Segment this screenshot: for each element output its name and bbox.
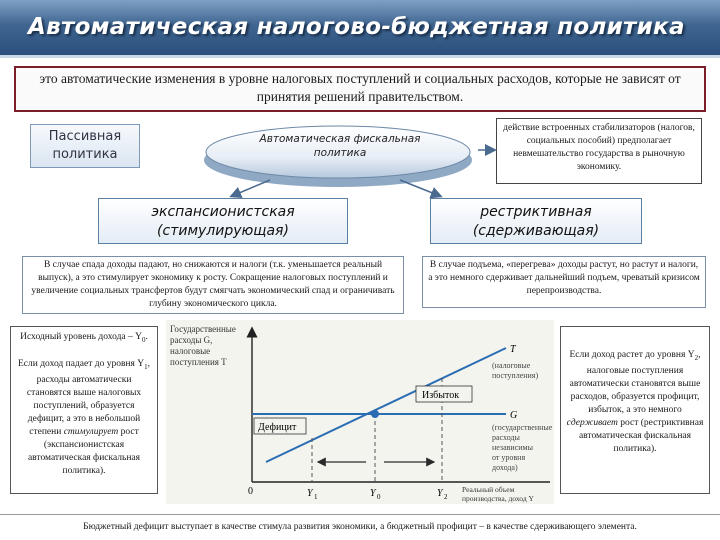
g-legend-5: дохода) [492,463,518,472]
footer-note: Бюджетный дефицит выступает в качестве стимула развития экономики, а бюджетный профицит – в качестве сдерживающего элемента. [0,514,720,540]
y0-sub: 0 [142,335,146,344]
slide-title: Автоматическая налогово-бюджетная политика [28,14,685,40]
ylabel-line-1: Государственные [170,324,236,334]
graph-svg [166,320,554,504]
g-legend-3: независимы [492,443,533,452]
ylabel-line-3: налоговые [170,346,211,356]
t-line [266,348,506,462]
recession-paragraph [15,358,153,478]
recession-text-c: рост (экспансионистская автоматическая фискальная политика). [27,426,141,476]
xlabel-line-1: Реальный объем [462,485,515,494]
initial-income-line [15,331,153,347]
g-legend-4: от уровня [492,453,526,462]
recession-text-b: , расходы автоматически становятся выше налоговых поступлений, образуется дефицит, а это в небольшой степени [26,358,150,437]
ylabel-line-4: поступления T [170,357,227,367]
definition-text: это автоматические изменения в уровне налоговых поступлений и социальных расходов, которые не зависят от принятия решений правительством. [14,66,706,112]
g-legend-2: расходы [492,433,520,442]
tick-y0: Y [370,488,376,499]
tick-y1-sub: 1 [314,493,318,501]
expansionary-policy-box: экспансионистская (стимулирующая) [98,198,348,244]
recession-text-a: Если доход падает до уровня Y [18,358,145,369]
restrictive-policy-box: рестриктивная (сдерживающая) [430,198,642,244]
arrow-to-restrictive [400,180,440,196]
restrictive-description: В случае подъема, «перегрева» доходы растут, но растут и налоги, а это немного сдерживает дальнейший подъем, чреватый кризисом перепроизводства. [422,256,706,308]
y2-sub: 2 [694,353,699,362]
boom-emphasis: сдерживает [566,417,618,428]
passive-policy-box: Пассивная политика [30,124,140,168]
y-axis-label [170,324,236,367]
expansionary-description: В случае спада доходы падают, но снижаются и налоги (т.к. уменьшается реальный выпуск), а это стимулирует экономику к росту. Сокращение налоговых поступлений и увеличение социальных трансфертов будут смягчать экономический спад и ограничивать глубину экономического цикла. [22,256,404,314]
built-in-stabilizers-box: действие встроенных стабилизаторов (налогов, социальных пособий) предполагает невмешательство государства в рыночную экономику. [496,118,702,184]
tick-y2-sub: 2 [444,493,448,501]
boom-text-c: рост (рестриктивная автоматическая фискальная политика). [578,417,704,454]
recession-emphasis: стимулирует [63,426,119,437]
y1-sub: 1 [144,362,148,371]
t-legend-2: поступления) [492,371,539,380]
recession-note [10,326,158,494]
arrow-to-expansionary [232,180,270,196]
tick-y0-sub: 0 [377,493,381,501]
y0-end: . [145,332,148,342]
budget-graph [166,320,554,504]
tick-y2: Y [437,488,443,499]
tick-y1: Y [307,488,313,499]
equilibrium-point [371,410,379,418]
origin-label: 0 [248,486,253,497]
g-series-label: G [510,410,518,421]
surplus-label: Избыток [422,390,460,401]
g-legend-1: (государственные [492,423,553,432]
y0-var: Y [135,332,143,342]
ellipse-label: Автоматическая фискальная политика [259,133,421,159]
boom-text-b: , налоговые поступления автоматически становятся выше расходов, образуется профицит, избыток, а это немного [569,350,701,415]
t-legend-1: (налоговые [492,361,531,370]
t-series-label: T [510,344,516,355]
xlabel-line-2: производства, доход Y [462,494,534,503]
boom-note [560,326,710,494]
initial-income-text: Исходный уровень дохода – [20,332,133,342]
boom-text-a: Если доход растет до уровня Y [569,350,695,360]
deficit-label: Дефицит [258,422,297,433]
ylabel-line-2: расходы G, [170,335,213,345]
